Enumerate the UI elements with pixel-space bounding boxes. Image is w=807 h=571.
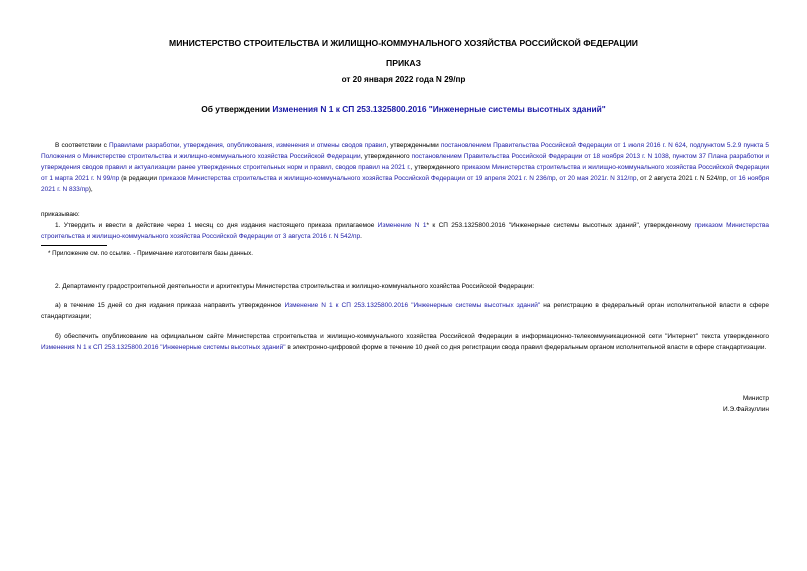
paragraph-item-2: 2. Департаменту градостроительной деятельности и архитектуры Министерства строительства и жилищно-коммунального хозяйства Российской Федерации: bbox=[55, 283, 535, 290]
text: * к СП 253.1325800.2016 "Инженерные системы высотных зданий", утвержденному bbox=[426, 222, 695, 229]
text: В соответствии с bbox=[55, 142, 109, 149]
document-title bbox=[0, 104, 807, 114]
link-order-236[interactable]: приказов Министерства строительства и жилищно-коммунального хозяйства Российской Федерации от 19 апреля 2021 г. N 236/пр bbox=[158, 175, 556, 182]
text: ), bbox=[88, 186, 93, 193]
link-order-99[interactable]: приказом Министерства строительства и жилищно-коммунального хозяйства Российской Федерации от 1 марта 2021 г. N 99/пр bbox=[41, 164, 769, 182]
text: 1. Утвердить и ввести в действие через 1 месяц со дня издания настоящего приказа прилагаемое bbox=[55, 222, 378, 229]
text: , bbox=[668, 153, 673, 160]
link-order-542[interactable]: приказом Министерства строительства и жилищно-коммунального хозяйства Российской Федерации от 3 августа 2016 г. N 542/пр bbox=[41, 222, 769, 240]
text: , от 2 августа 2021 г. N 524/пр, bbox=[636, 175, 731, 182]
orders-label: приказываю: bbox=[41, 211, 80, 218]
link-point-37[interactable]: пунктом 37 Плана разработки и утверждения сводов правил и актуализации ранее утвержденных строительных норм и правил, сводов правил на 2021 г. bbox=[41, 153, 769, 171]
text: , утвержденного bbox=[360, 153, 412, 160]
link-change-1-sp[interactable]: Изменение N 1 к СП 253.1325800.2016 "Инженерные системы высотных зданий" bbox=[284, 302, 541, 309]
signature-name: И.Э.Файзуллин bbox=[723, 406, 769, 413]
text: , bbox=[685, 142, 690, 149]
ministry-heading: МИНИСТЕРСТВО СТРОИТЕЛЬСТВА И ЖИЛИЩНО-КОММУНАЛЬНОГО ХОЗЯЙСТВА РОССИЙСКОЙ ФЕДЕРАЦИИ bbox=[169, 38, 638, 48]
paragraph-item-1 bbox=[41, 220, 769, 242]
text: б) обеспечить опубликование на официальном сайте Министерства строительства и жилищно-коммунального хозяйства Российской Федерации в информационно-телекоммуникационной сети "Интернет" текста утвержденного bbox=[55, 333, 769, 340]
footnote: * Приложение см. по ссылке. - Примечание изготовителя базы данных. bbox=[48, 250, 253, 257]
doc-type-heading: ПРИКАЗ bbox=[386, 58, 421, 68]
text: в электронно-цифровой форме в течение 10 дней со дня регистрации свода правил федеральным органом исполнительной власти в сфере стандартизации. bbox=[285, 344, 767, 351]
link-order-312[interactable]: от 20 мая 2021г. N 312/пр bbox=[559, 175, 637, 182]
paragraph-item-2b bbox=[41, 331, 769, 353]
title-link[interactable]: Изменения N 1 к СП 253.1325800.2016 "Инженерные системы высотных зданий" bbox=[272, 104, 606, 114]
text: , утвержденными bbox=[386, 142, 441, 149]
paragraph-item-2a bbox=[41, 300, 769, 322]
link-change-1-sp-2[interactable]: Изменения N 1 к СП 253.1325800.2016 "Инженерные системы высотных зданий" bbox=[41, 344, 286, 351]
link-order-833[interactable]: от 16 ноября 2021 г. N 833/пр bbox=[41, 175, 769, 193]
text: а) в течение 15 дней со дня издания приказа направить утвержденное bbox=[55, 302, 285, 309]
date-number-heading: от 20 января 2022 года N 29/пр bbox=[341, 75, 466, 84]
text: , утвержденного bbox=[410, 164, 462, 171]
footnote-separator bbox=[41, 245, 107, 246]
text: . bbox=[360, 233, 362, 240]
link-subpoint-529[interactable]: подпунктом 5.2.9 пункта 5 Положения о Министерстве строительства и жилищно-коммунального хозяйства Российской Федерации bbox=[41, 142, 769, 160]
link-resolution-1038[interactable]: постановлением Правительства Российской Федерации от 18 ноября 2013 г. N 1038 bbox=[411, 153, 669, 160]
signature-position: Министр bbox=[742, 395, 769, 402]
title-prefix: Об утверждении bbox=[201, 104, 273, 114]
link-rules[interactable]: Правилами разработки, утверждения, опубликования, изменения и отмены сводов правил bbox=[108, 142, 387, 149]
text: , bbox=[555, 175, 560, 182]
link-resolution-624[interactable]: постановлением Правительства Российской Федерации от 1 июля 2016 г. N 624 bbox=[440, 142, 686, 149]
text: на регистрацию в федеральный орган исполнительной власти в сфере стандартизации; bbox=[41, 302, 769, 320]
link-change-1[interactable]: Изменение N 1 bbox=[377, 222, 427, 229]
text: (в редакции bbox=[119, 175, 159, 182]
paragraph-preamble bbox=[41, 140, 769, 195]
